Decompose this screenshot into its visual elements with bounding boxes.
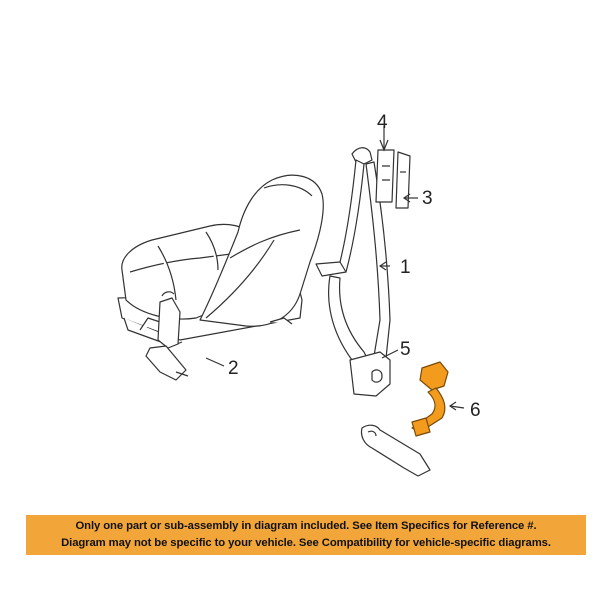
disclaimer-line-2: Diagram may not be specific to your vehicle. See Compatibility for vehicle-specific diagrams. xyxy=(61,537,551,549)
disclaimer-line-1: Only one part or sub-assembly in diagram included. See Item Specifics for Reference #. xyxy=(75,520,537,532)
callout-6: 6 xyxy=(470,400,481,421)
callout-2: 2 xyxy=(228,358,239,379)
callout-5: 5 xyxy=(400,339,411,360)
seat-illustration xyxy=(118,175,323,346)
callout-4: 4 xyxy=(377,112,388,133)
highlighted-part-6 xyxy=(412,362,448,436)
callout-1: 1 xyxy=(400,257,411,278)
callout-3: 3 xyxy=(422,188,433,209)
disclaimer-banner xyxy=(26,515,586,555)
